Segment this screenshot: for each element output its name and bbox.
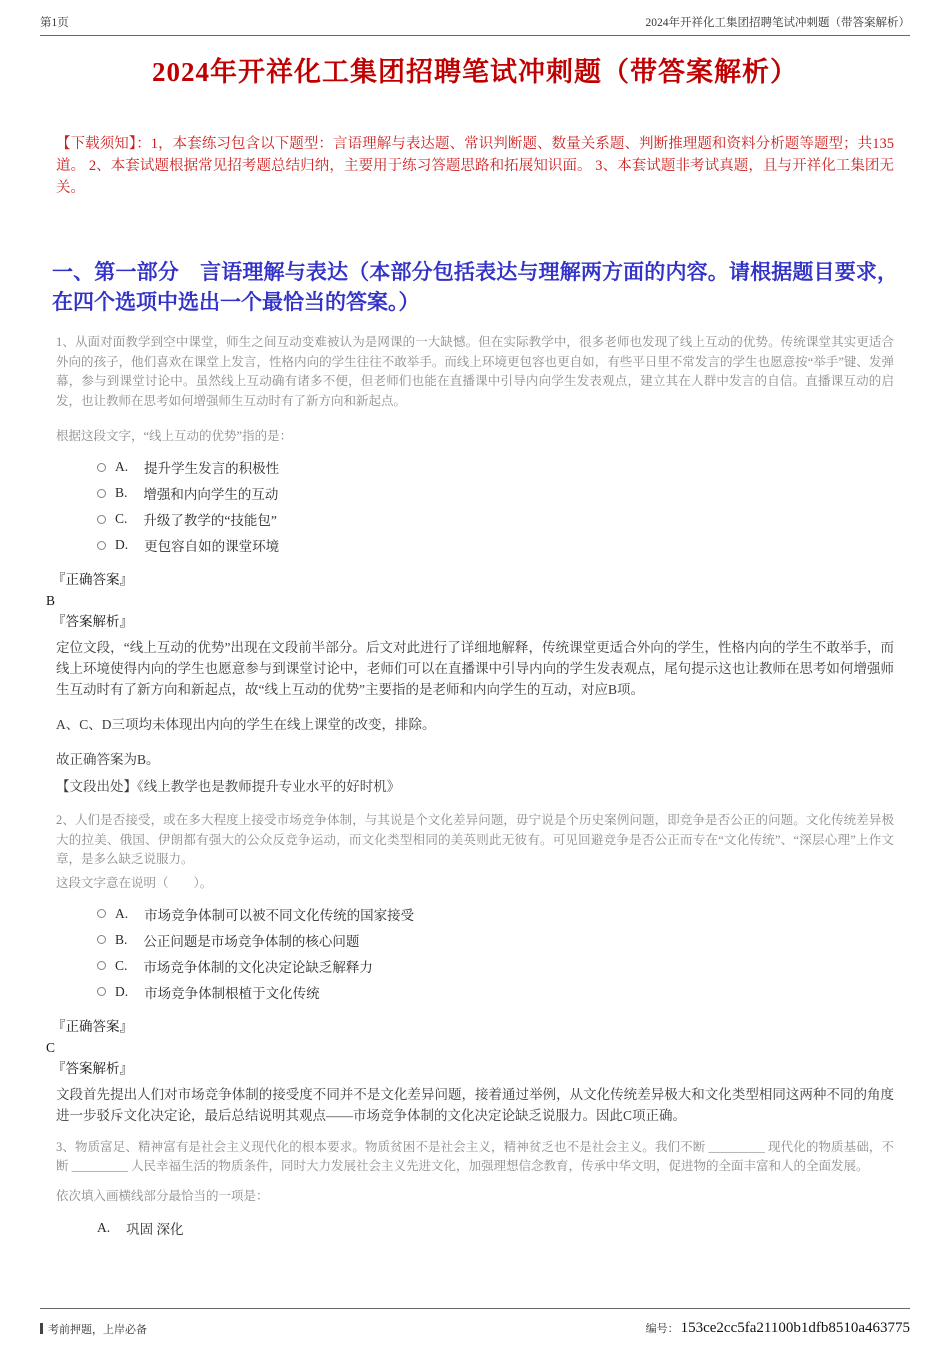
page-header (0, 0, 950, 35)
document-title: 2024年开祥化工集团招聘笔试冲刺题（带答案解析） (152, 57, 798, 87)
radio-icon[interactable] (97, 515, 106, 524)
question-1-stem: 1、从面对面教学到空中课堂，师生之间互动变难被认为是网课的一大缺憾。但在实际教学中，很多老师也发现了线上互动的优势。传统课堂其实更适合外向的孩子，他们喜欢在课堂上发言，性格内向的学生往往不敢举手。而线上环境更包容也更自如，有些平日里不常发言的学生也愿意按“举手”键、发弹幕，参与到课堂讨论中。虽然线上互动确有诸多不便，但老师们也能在直播课中引导内向学生发表观点，建立其在人群中发言的自信。直播课互动的启发，也让教师在思考如何增强师生互动时有了新方向和新起点。 (56, 335, 894, 408)
option-text: 市场竞争体制的文化决定论缺乏解释力 (143, 959, 373, 975)
serial-label: 编号： (645, 1323, 679, 1335)
radio-icon[interactable] (97, 935, 106, 944)
analysis-text: 定位文段，“线上互动的优势”出现在文段前半部分。后文对此进行了详细地解释，传统课堂更适合外向的学生，性格内向的学生不敢举手，而线上环境使得内向的学生也愿意参与到课堂讨论中，老师们可以在直播课中引导内向的学生发表观点，尾句提示这也让教师在思考如何增强师生互动时有了新方向和新起点，故“线上互动的优势”主要指的是老师和内向学生的互动，对应B项。 (56, 640, 894, 697)
header-divider (40, 35, 910, 36)
option-text: 巩固 深化 (126, 1221, 184, 1237)
radio-icon[interactable] (97, 909, 106, 918)
correct-answer-value: B (46, 593, 56, 608)
exclusion-note: A、C、D三项均未体现出内向的学生在线上课堂的改变，排除。 (56, 717, 436, 732)
analysis-label: 『答案解析』 (52, 1060, 133, 1076)
option-label: C. (115, 511, 128, 526)
footer-marker-icon (40, 1323, 43, 1334)
option-text: 市场竞争体制根植于文化传统 (144, 985, 320, 1001)
option-a[interactable] (97, 1218, 950, 1238)
page-number: 第1页 (40, 17, 69, 29)
option-text: 公正问题是市场竞争体制的核心问题 (143, 933, 360, 949)
question-3-stem: 3、物质富足、精神富有是社会主义现代化的根本要求。物质贫困不是社会主义，精神贫乏也不是社会主义。我们不断 _________ 现代化的物质基础，不断 _________ 人民幸福生活的物质条件，同时大力发展社会主义先进文化，加强理想信念教育，传承中华文明，促进物的全面丰富和人的全面发展。 (56, 1139, 894, 1173)
analysis-text: 文段首先提出人们对市场竞争体制的接受度不同并不是文化差异问题，接着通过举例，从文化传统差异极大和文化类型相同这两种不同的角度进一步驳斥文化决定论，最后总结说明其观点——市场竞争体制的文化决定论缺乏说服力。因此C项正确。 (56, 1086, 894, 1123)
option-text: 市场竞争体制可以被不同文化传统的国家接受 (144, 907, 415, 923)
page-footer (40, 1320, 910, 1337)
option-label: A. (115, 459, 129, 474)
analysis-label: 『答案解析』 (52, 614, 133, 629)
conclusion-text: 故正确答案为B。 (56, 752, 160, 767)
option-b[interactable] (97, 927, 894, 953)
section-heading: 一、第一部分 言语理解与表达（本部分包括表达与理解两方面的内容。请根据题目要求，在四个选项中选出一个最恰当的答案。） (52, 260, 898, 314)
option-a[interactable] (97, 454, 894, 480)
question-1-prompt: 根据这段文字，“线上互动的优势”指的是： (56, 429, 293, 443)
correct-answer-label: 『正确答案』 (52, 572, 133, 587)
option-a[interactable] (97, 901, 894, 927)
option-label: B. (115, 931, 128, 947)
question-3 (0, 1138, 950, 1238)
source-text: 【文段出处】《线上教学也是教师提升专业水平的好时机》 (56, 779, 401, 794)
question-2 (0, 811, 950, 1126)
radio-icon[interactable] (97, 541, 106, 550)
footer-slogan-text: 考前押题，上岸必备 (48, 1323, 147, 1336)
option-d[interactable] (97, 979, 894, 1005)
option-text: 更包容自如的课堂环境 (144, 539, 280, 554)
question-1-options (97, 454, 894, 558)
option-text: 提升学生发言的积极性 (144, 461, 280, 476)
correct-answer-label: 『正确答案』 (52, 1018, 133, 1034)
footer-divider (40, 1308, 910, 1309)
option-b[interactable] (97, 480, 894, 506)
option-c[interactable] (97, 506, 894, 532)
footer-serial (646, 1320, 910, 1337)
option-label: A. (97, 1219, 111, 1235)
question-2-stem: 2、人们是否接受，或在多大程度上接受市场竞争体制，与其说是个文化差异问题，毋宁说是个历史案例问题，即竞争是否公正的问题。文化传统差异极大的拉美、俄国、伊朗都有强大的公众反竞争运动，而文化类型相同的美英则此无彼有。可见回避竞争是否公正而专在“文化传统”、“深层心理”上作文章，是多么缺乏说服力。 (56, 813, 894, 866)
radio-icon[interactable] (97, 489, 106, 498)
option-label: B. (115, 485, 128, 500)
question-2-prompt: 这段文字意在说明（ ）。 (56, 875, 213, 890)
download-notice: 【下载须知】：1，本套练习包含以下题型：言语理解与表达题、常识判断题、数量关系题、判断推理题和资料分析题等题型；共135道。 2、本套试题根据常见招考题总结归纳，主要用于练习答题思路和拓展知识面。 3、本套试题非考试真题，且与开祥化工集团无关。 (56, 136, 894, 196)
serial-value: 153ce2cc5fa21100b1dfb8510a463775 (680, 1320, 910, 1336)
radio-icon[interactable] (97, 463, 106, 472)
header-doc-title: 2024年开祥化工集团招聘笔试冲刺题（带答案解析） (645, 17, 910, 29)
option-text: 增强和内向学生的互动 (143, 487, 279, 502)
option-d[interactable] (97, 532, 894, 558)
question-2-options (97, 901, 894, 1005)
option-label: D. (115, 983, 129, 999)
radio-icon[interactable] (97, 987, 106, 996)
footer-slogan (40, 1321, 147, 1337)
option-label: A. (115, 905, 129, 921)
option-c[interactable] (97, 953, 894, 979)
question-1 (0, 333, 950, 797)
question-3-prompt: 依次填入画横线部分最恰当的一项是： (56, 1188, 269, 1203)
radio-icon[interactable] (97, 961, 106, 970)
option-label: D. (115, 537, 129, 552)
correct-answer-value: C (46, 1039, 56, 1055)
option-text: 升级了教学的“技能包” (143, 513, 277, 528)
option-label: C. (115, 957, 128, 973)
